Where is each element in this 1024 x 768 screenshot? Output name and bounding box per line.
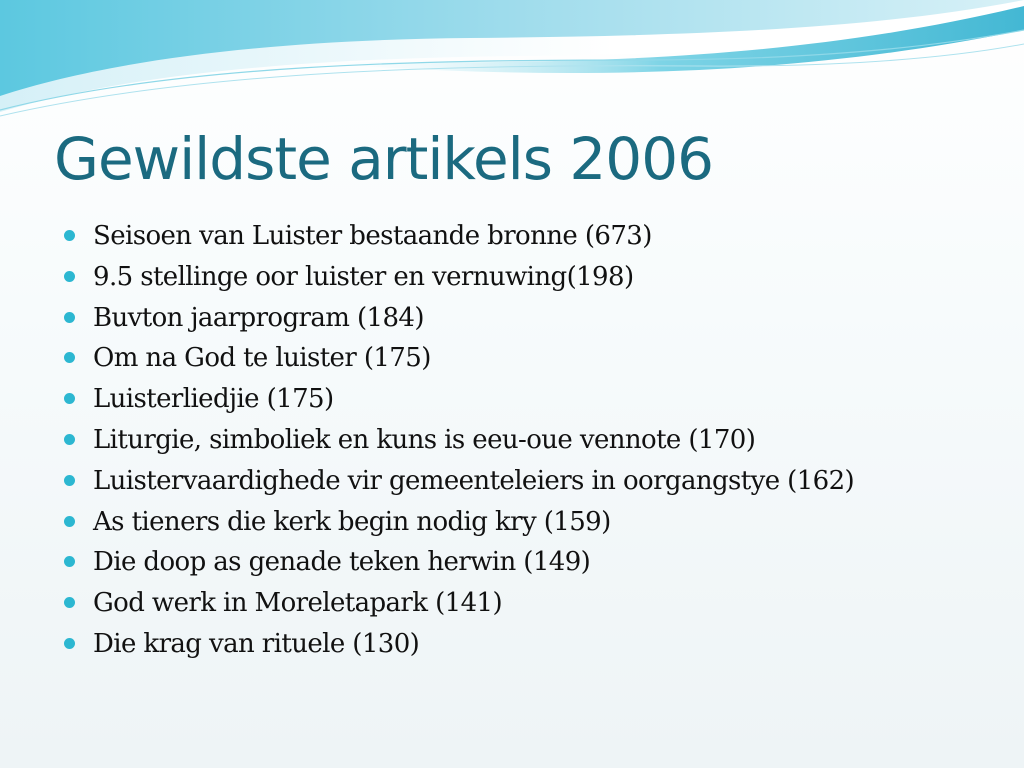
bullet-dot-icon — [64, 312, 75, 323]
bullet-dot-icon — [64, 393, 75, 404]
bullet-dot-icon — [64, 597, 75, 608]
bullet-item — [64, 379, 854, 420]
bullet-text: Seisoen van Luister bestaande bronne (673) — [93, 221, 652, 251]
bullet-text: As tieners die kerk begin nodig kry (159) — [93, 506, 611, 537]
bullet-item — [64, 624, 854, 665]
bullet-text: Die doop as genade teken herwin (149) — [93, 547, 591, 578]
header-wave-decoration — [0, 0, 1024, 130]
bullet-text: God werk in Moreletapark (141) — [93, 588, 502, 619]
bullet-dot-icon — [64, 434, 75, 445]
bullet-dot-icon — [64, 516, 75, 527]
bullet-item — [64, 461, 854, 502]
bullet-dot-icon — [64, 638, 75, 649]
bullet-dot-icon — [64, 352, 75, 363]
bullet-item — [64, 298, 854, 339]
slide-title: Gewildste artikels 2006 — [54, 125, 714, 193]
bullet-dot-icon — [64, 556, 75, 567]
bullet-item — [64, 257, 854, 298]
bullet-text: Luisterliedjie (175) — [93, 384, 334, 415]
bullet-text: Luistervaardighede vir gemeenteleiers in oorgangstye (162) — [93, 465, 855, 496]
bullet-item — [64, 338, 854, 379]
bullet-dot-icon — [64, 475, 75, 486]
bullet-list — [64, 216, 854, 665]
bullet-text: Liturgie, simboliek en kuns is eeu-oue vennote (170) — [93, 424, 756, 455]
bullet-item — [64, 420, 854, 461]
bullet-text: 9.5 stellinge oor luister en vernuwing(198) — [93, 261, 634, 292]
bullet-dot-icon — [64, 230, 75, 241]
bullet-item — [64, 542, 854, 583]
bullet-item — [64, 216, 854, 257]
bullet-text: Om na God te luister (175) — [93, 343, 431, 374]
bullet-text: Die krag van rituele (130) — [93, 628, 420, 659]
bullet-item — [64, 502, 854, 543]
bullet-text: Buvton jaarprogram (184) — [93, 302, 424, 333]
bullet-item — [64, 583, 854, 624]
bullet-dot-icon — [64, 271, 75, 282]
